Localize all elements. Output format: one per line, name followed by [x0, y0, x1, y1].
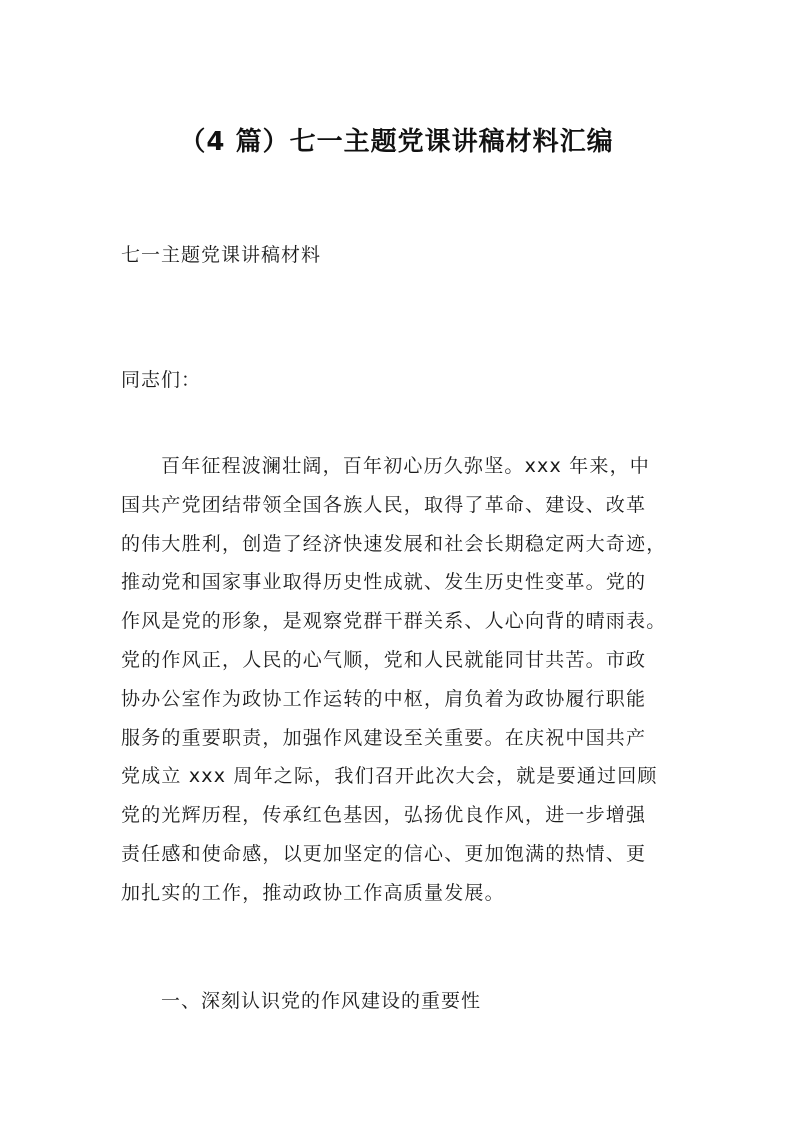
- paragraph-line: 党的作风正，人民的心气顺，党和人民就能同甘共苦。市政: [121, 648, 647, 671]
- paragraph-line: 的伟大胜利，创造了经济快速发展和社会长期稳定两大奇迹，: [121, 532, 667, 555]
- paragraph-line: 党的光辉历程，传承红色基因，弘扬优良作风，进一步增强: [121, 804, 647, 827]
- paragraph-line: 加扎实的工作，推动政协工作高质量发展。: [121, 881, 505, 904]
- paragraph-line: 责任感和使命感，以更加坚定的信心、更加饱满的热情、更: [121, 842, 647, 865]
- paragraph-line: 协办公室作为政协工作运转的中枢，肩负着为政协履行职能: [121, 687, 647, 710]
- section-heading: 一、深刻认识党的作风建设的重要性: [161, 990, 482, 1012]
- body-paragraph: [121, 447, 681, 913]
- document-title: （4 篇）七一主题党课讲稿材料汇编: [179, 127, 614, 157]
- paragraph-line: 作风是党的形象，是观察党群干群关系、人心向背的晴雨表。: [121, 610, 667, 633]
- paragraph-line: 党成立 xxx 周年之际，我们召开此次大会，就是要通过回顾: [121, 765, 658, 788]
- document-subtitle: 七一主题党课讲稿材料: [121, 244, 322, 266]
- paragraph-line: 百年征程波澜壮阔，百年初心历久弥坚。xxx 年来，中: [161, 455, 650, 477]
- salutation: 同志们：: [121, 369, 202, 391]
- paragraph-line: 服务的重要职责，加强作风建设至关重要。在庆祝中国共产: [121, 726, 647, 749]
- paragraph-line: 国共产党团结带领全国各族人民，取得了革命、建设、改革: [121, 493, 647, 516]
- paragraph-line: 推动党和国家事业取得历史性成就、发生历史性变革。党的: [121, 571, 647, 594]
